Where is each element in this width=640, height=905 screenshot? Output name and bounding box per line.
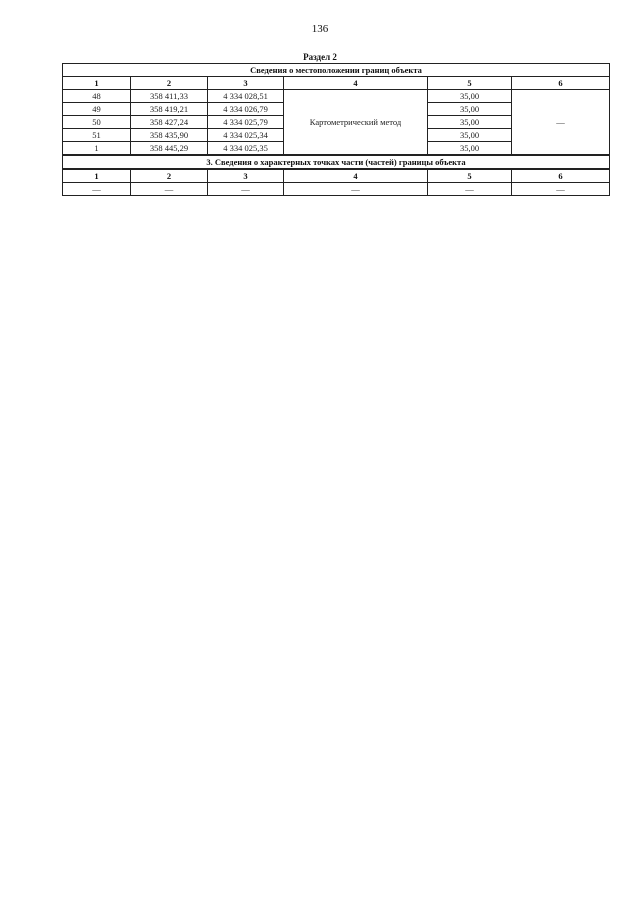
coordinate-x: 358 419,21 [131, 103, 208, 116]
column-header: 6 [512, 77, 610, 90]
column-header: 4 [284, 77, 428, 90]
table2-title: 3. Сведения о характерных точках части (частей) границы объекта [63, 155, 610, 169]
point-number: 51 [63, 129, 131, 142]
table2-title-row [63, 155, 610, 169]
section-title: Раздел 2 [303, 52, 337, 62]
column-header: 6 [512, 169, 610, 183]
boundary-table [62, 63, 610, 196]
coordinate-y: 4 334 025,35 [208, 142, 284, 156]
page-number: 136 [311, 23, 329, 35]
coordinate-y: 4 334 025,34 [208, 129, 284, 142]
column-header: 5 [428, 77, 512, 90]
column-header: 1 [63, 169, 131, 183]
empty-cell: — [131, 183, 208, 196]
empty-cell: — [208, 183, 284, 196]
table1-title: Сведения о местоположении границ объекта [63, 64, 610, 77]
point-number: 1 [63, 142, 131, 156]
empty-cell: — [284, 183, 428, 196]
coordinate-y: 4 334 025,79 [208, 116, 284, 129]
table2-header-row [63, 169, 610, 183]
point-number: 49 [63, 103, 131, 116]
column-header: 3 [208, 77, 284, 90]
column-header: 3 [208, 169, 284, 183]
accuracy-value: 35,00 [428, 142, 512, 156]
coordinate-x: 358 427,24 [131, 116, 208, 129]
coordinate-y: 4 334 028,51 [208, 90, 284, 103]
table-row [63, 90, 610, 103]
table-row [63, 183, 610, 196]
empty-cell: — [512, 183, 610, 196]
coordinate-x: 358 445,29 [131, 142, 208, 156]
description-cell: — [512, 90, 610, 156]
accuracy-value: 35,00 [428, 103, 512, 116]
column-header: 4 [284, 169, 428, 183]
point-number: 48 [63, 90, 131, 103]
method-cell: Картометрический метод [284, 90, 428, 156]
accuracy-value: 35,00 [428, 90, 512, 103]
accuracy-value: 35,00 [428, 129, 512, 142]
coordinate-x: 358 411,33 [131, 90, 208, 103]
point-number: 50 [63, 116, 131, 129]
column-header: 5 [428, 169, 512, 183]
coordinate-y: 4 334 026,79 [208, 103, 284, 116]
empty-cell: — [63, 183, 131, 196]
column-header: 1 [63, 77, 131, 90]
column-header: 2 [131, 77, 208, 90]
coordinate-x: 358 435,90 [131, 129, 208, 142]
empty-cell: — [428, 183, 512, 196]
column-header: 2 [131, 169, 208, 183]
accuracy-value: 35,00 [428, 116, 512, 129]
table1-title-row [63, 64, 610, 77]
table1-header-row [63, 77, 610, 90]
